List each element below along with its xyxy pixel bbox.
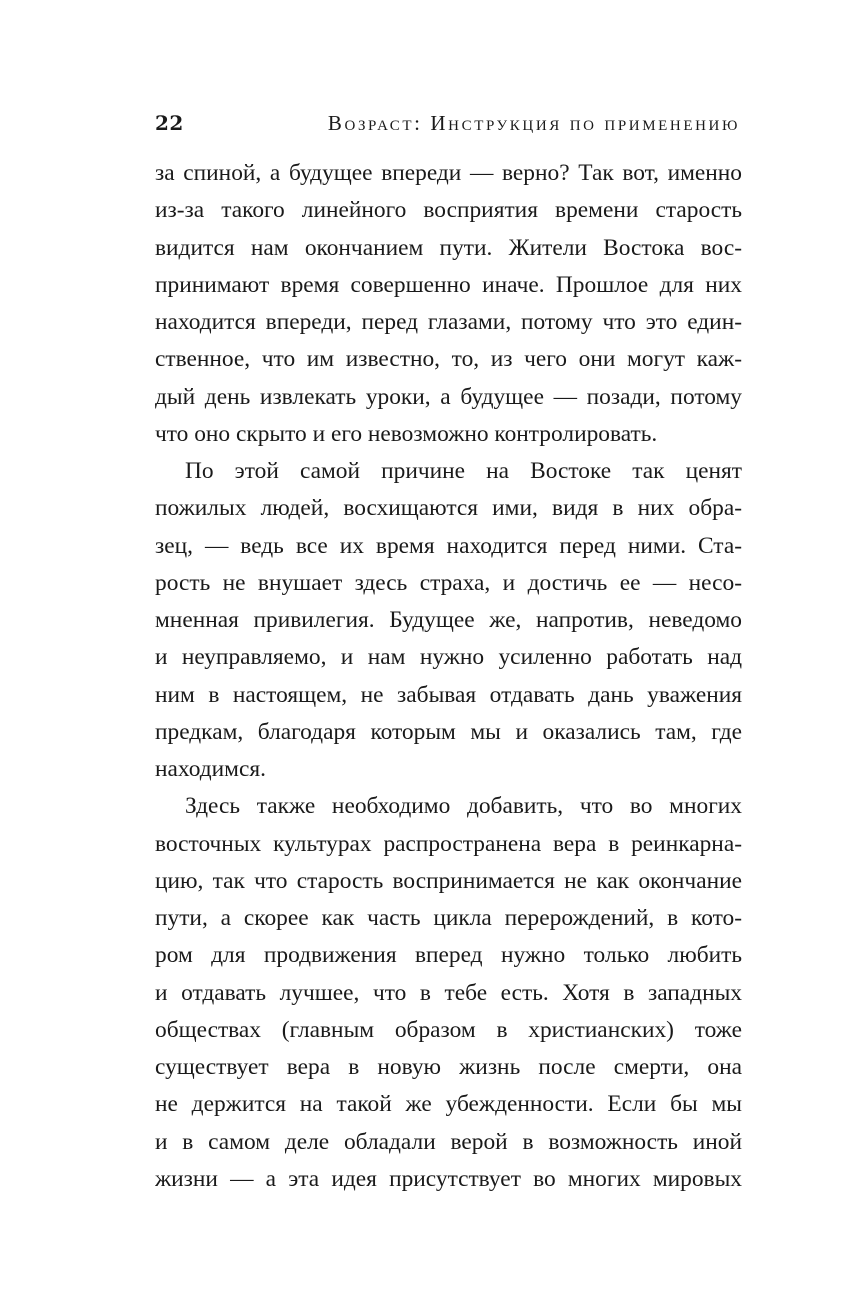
text-line: обществах (главным образом в христианских) тоже (155, 1016, 742, 1043)
text-line: находится впереди, перед глазами, потому что это един- (155, 309, 742, 335)
text-line: не держится на такой же убежденности. Если бы мы (155, 1091, 742, 1118)
text-line: дый день извлекать уроки, а будущее — позади, потому (155, 383, 742, 410)
text-line: существует вера в новую жизнь после смерти, она (155, 1054, 742, 1080)
text-line: мненная привилегия. Будущее же, напротив, неведомо (155, 607, 742, 633)
running-head (155, 108, 740, 138)
text-line: за спиной, а будущее впереди — верно? Так вот, именно (155, 160, 742, 186)
page-number: 22 (155, 111, 184, 135)
text-line: из-за такого линейного восприятия времени старость (155, 197, 742, 224)
text-line: ром для продвижения вперед нужно только любить (155, 942, 742, 969)
text-line: пожилых людей, восхищаются ими, видя в них обра- (155, 495, 742, 522)
text-line: принимают время совершенно иначе. Прошлое для них (155, 271, 742, 298)
text-line: жизни — а эта идея присутствует во многих мировых (155, 1165, 742, 1192)
text-line: пути, а скорее как часть цикла перерождений, в кото- (155, 905, 742, 931)
text-line: ним в настоящем, не забывая отдавать дань уважения (155, 681, 742, 708)
text-line: цию, так что старость воспринимается не как окончание (155, 867, 742, 894)
running-title: Возраст: Инструкция по применению (327, 111, 740, 135)
text-line: и неуправляемо, и нам нужно усиленно работать над (155, 644, 742, 671)
text-line: видится нам окончанием пути. Жители Востока вос- (155, 234, 742, 261)
text-line: и в самом деле обладали верой в возможность иной (155, 1128, 742, 1155)
body-text (155, 155, 742, 1198)
text-line: Здесь также необходимо добавить, что во многих (185, 793, 742, 820)
text-line: предкам, благодаря которым мы и оказались там, где (155, 718, 742, 745)
text-line: По этой самой причине на Востоке так ценят (185, 458, 742, 484)
text-line: находимся. (155, 756, 266, 782)
text-line: и отдавать лучшее, что в тебе есть. Хотя в западных (155, 979, 742, 1006)
text-line: ственное, что им известно, то, из чего они могут каж- (155, 346, 742, 373)
text-line: восточных культурах распространена вера в реинкарна- (155, 830, 742, 857)
text-line: рость не внушает здесь страха, и достичь ее — несо- (155, 569, 742, 596)
text-line: зец, — ведь все их время находится перед ними. Ста- (155, 532, 742, 559)
text-line: что оно скрыто и его невозможно контролировать. (155, 420, 658, 447)
